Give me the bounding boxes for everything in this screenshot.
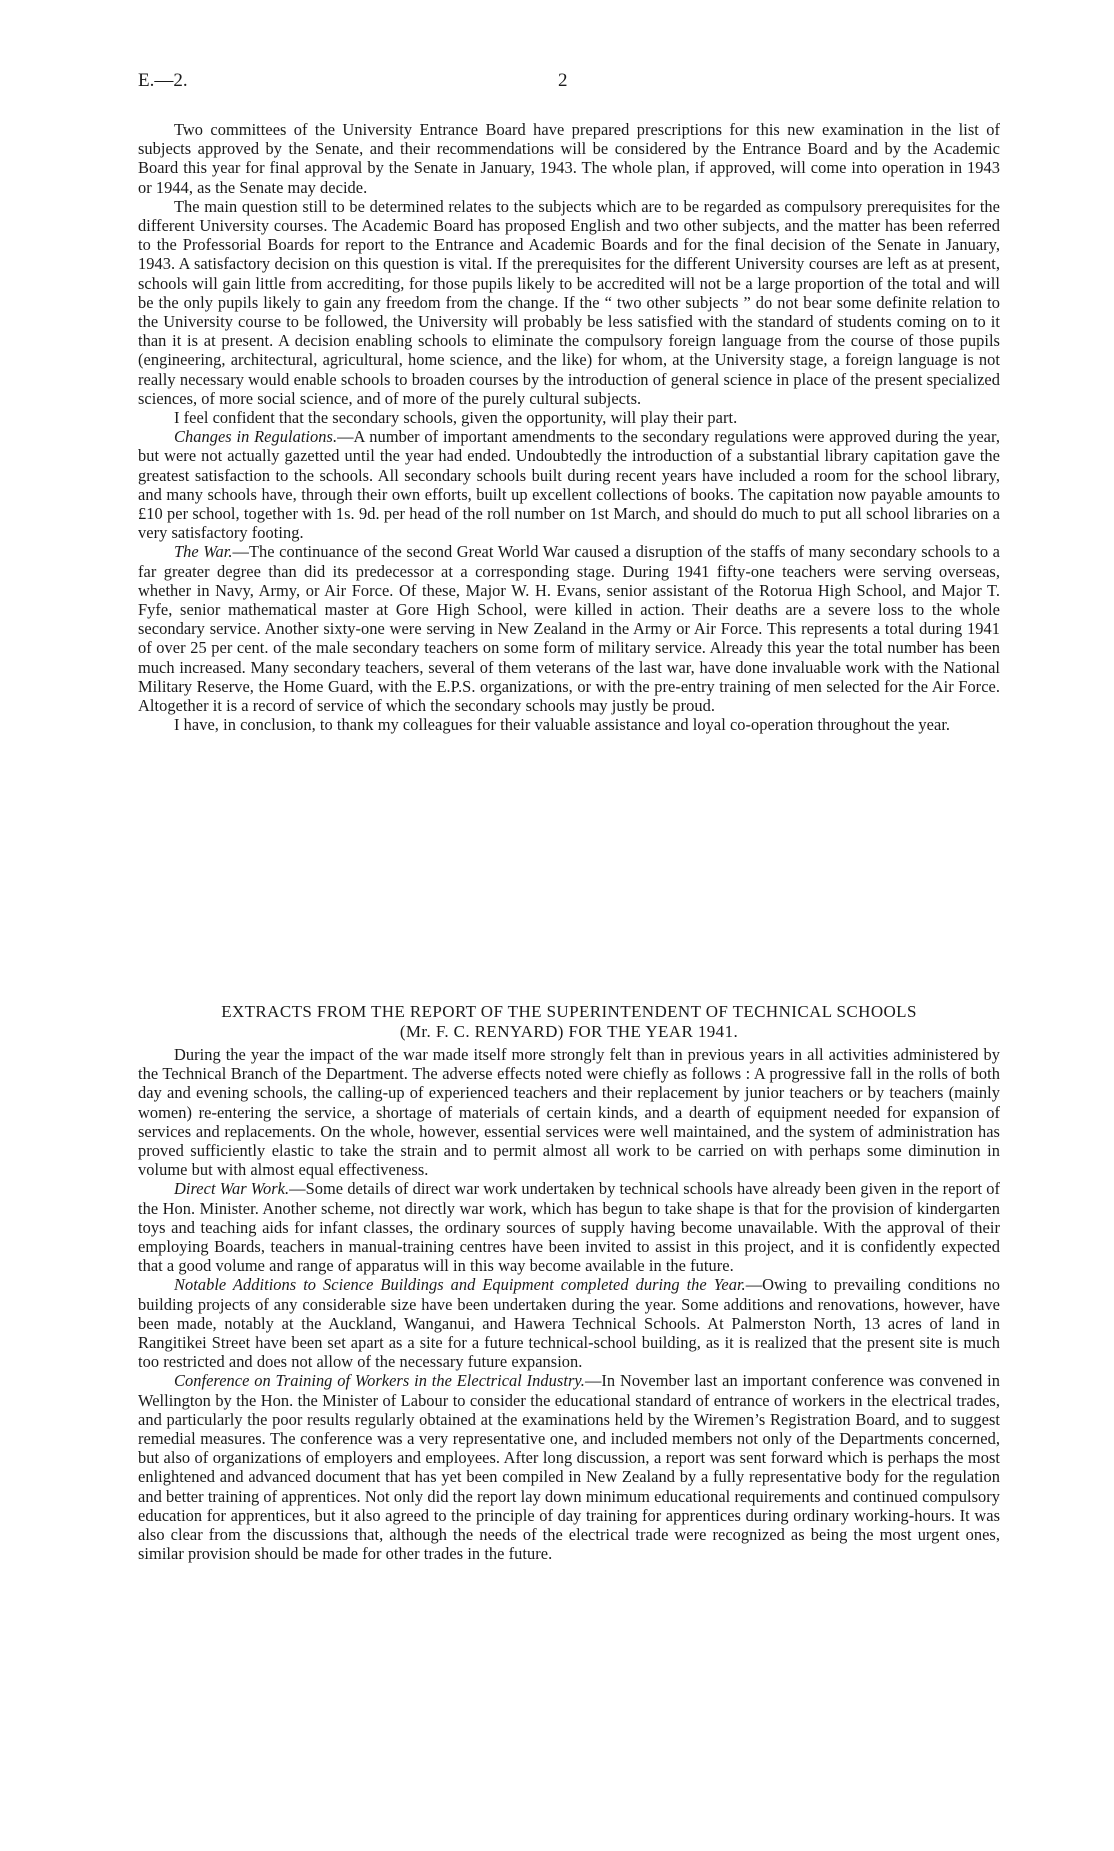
paragraph — [138, 408, 1000, 427]
section-heading-line-2: (Mr. F. C. RENYARD) FOR THE YEAR 1941. — [399, 1022, 739, 1041]
paragraph — [138, 120, 1000, 197]
paragraph — [138, 427, 1000, 542]
paragraph-text: Two committees of the University Entrance Board have prepared prescriptions for this new examination in the list of subjects approved by the Senate, and their recommendations will be considered by the Entrance Board and by the Academic Board this year for final approval by the Senate in January, 1943. The whole plan, if approved, will come into operation in 1943 or 1944, as the Senate may decide. — [138, 120, 1000, 197]
paragraph — [138, 197, 1000, 408]
paragraph-lead: Conference on Training of Workers in the Electrical Industry. — [174, 1371, 585, 1391]
paragraph — [138, 715, 1000, 734]
paragraph — [138, 1045, 1000, 1179]
section-secondary-schools — [138, 120, 1000, 735]
paragraph-text: —In November last an important conference was convened in Wellington by the Hon. the Minister of Labour to consider the educational standard of entrance of workers in the electrical trades, and particularly the poor results regularly obtained at the examinations held by the Wiremen’s Registration Board, and to suggest remedial measures. The conference was a very representative one, and included members not only of the Departments concerned, but also of organizations of employers and employees. After long discussion, a report was sent forward which is perhaps the most enlightened and advanced document that has yet been compiled in New Zealand by a fully representative body for the regulation and better training of apprentices. Not only did the report lay down minimum educational requirements and continued compulsory education for apprentices, but it also agreed to the principle of day training for apprentices during ordinary working-hours. It was also clear from the discussions that, although the needs of the electrical trade were recognized as being the most urgent ones, similar provision should be made for other trades in the future. — [138, 1371, 1000, 1564]
paragraph — [138, 1371, 1000, 1563]
paragraph-lead: Changes in Regulations. — [174, 427, 338, 447]
section-technical-schools — [138, 1045, 1000, 1563]
paragraph-lead: Notable Additions to Science Buildings and Equipment completed during the Year. — [174, 1275, 746, 1295]
paragraph-text: During the year the impact of the war made itself more strongly felt than in previous years in all activities administered by the Technical Branch of the Department. The adverse effects noted were chiefly as follows : A progressive fall in the rolls of both day and evening schools, the calling-up of experienced teachers and their replacement by junior teachers or by teachers (mainly women) re-entering the service, a shortage of materials of certain kinds, and a dearth of equipment needed for expansion of services and replacements. On the whole, however, essential services were well maintained, and the system of administration has proved sufficiently elastic to take the strain and to permit almost all work to be carried on with perhaps some diminution in volume but with almost equal effectiveness. — [138, 1045, 1000, 1180]
paragraph — [138, 1179, 1000, 1275]
paragraph-text: —The continuance of the second Great World War caused a disruption of the staffs of many secondary schools to a far greater degree than did its predecessor at a corresponding stage. During 1941 fifty-one teachers were serving overseas, whether in Navy, Army, or Air Force. Of these, Major W. H. Evans, senior assistant of the Rotorua High School, and Major T. Fyfe, senior mathematical master at Gore High School, were killed in action. Their deaths are a severe loss to the whole secondary service. Another sixty-one were serving in New Zealand in the Army or Air Force. This represents a total during 1941 of over 25 per cent. of the male secondary teachers on some form of military service. Already this year the total number has been much increased. Many secondary teachers, several of them veterans of the last war, have done invaluable work with the National Military Reserve, the Home Guard, with the E.P.S. organizations, or with the pre-entry training of men selected for the Air Force. Altogether it is a record of service of which the secondary schools may justly be proud. — [138, 542, 1000, 716]
paragraph-text: —A number of important amendments to the secondary regulations were approved during the year, but were not actually gazetted until the year had ended. Undoubtedly the introduction of a substantial library capitation gave the greatest satisfaction to the schools. All secondary schools built during recent years have included a room for the school library, and many schools have, through their own efforts, built up excellent collections of books. The capitation now payable amounts to £10 per school, together with 1s. 9d. per head of the roll number on 1st March, and should do much to put all school libraries on a very satisfactory footing. — [138, 427, 1000, 543]
paragraph — [138, 542, 1000, 715]
paragraph-text: I feel confident that the secondary schools, given the opportunity, will play their part. — [174, 408, 738, 428]
section-heading — [138, 1002, 1000, 1042]
section-heading-line-1: EXTRACTS FROM THE REPORT OF THE SUPERINTENDENT OF TECHNICAL SCHOOLS — [221, 1002, 917, 1021]
paragraph — [138, 1275, 1000, 1371]
paragraph-text: The main question still to be determined relates to the subjects which are to be regarded as compulsory prerequisites for the different University courses. The Academic Board has proposed English and two other subjects, and the matter has been referred to the Professorial Boards for report to the Entrance and Academic Boards and for the final decision of the Senate in January, 1943. A satisfactory decision on this question is vital. If the prerequisites for the different University courses are left as at present, schools will gain little from accrediting, for those pupils likely to be accredited will not be a large proportion of the total and will be the only pupils likely to gain any freedom from the change. If the “ two other subjects ” do not bear some definite relation to the University course to be followed, the University will probably be less satisfied with the standard of students coming on to it than it is at present. A decision enabling schools to eliminate the compulsory foreign language from the course of those pupils (engineering, architectural, agricultural, home science, and the like) for whom, at the University stage, a foreign language is not really necessary would enable schools to broaden courses by the introduction of general science in place of the present specialized sciences, of more social science, and of more of the purely cultural subjects. — [138, 196, 1000, 408]
document-reference: E.—2. — [138, 70, 188, 91]
paragraph-lead: Direct War Work. — [174, 1179, 290, 1199]
paragraph-lead: The War. — [174, 542, 233, 562]
paragraph-text: —Owing to prevailing conditions no building projects of any considerable size have been undertaken during the year. Some additions and renovations, however, have been made, notably at the Auckland, Wanganui, and Hawera Technical Schools. At Palmerston North, 13 acres of land in Rangitikei Street have been set apart as a site for a future technical-school building, as it is realized that the present site is much too restricted and does not allow of the necessary future expansion. — [138, 1275, 1000, 1372]
page-header — [138, 70, 1000, 96]
paragraph-text: I have, in conclusion, to thank my colleagues for their valuable assistance and loyal co-operation throughout the year. — [174, 715, 951, 735]
paragraph-text: —Some details of direct war work undertaken by technical schools have already been given in the report of the Hon. Minister. Another scheme, not directly war work, which has begun to take shape is that for the provision of kindergarten toys and teaching aids for infant classes, the ordinary sources of supply having become unavailable. With the approval of their employing Boards, teachers in manual-training centres have been invited to assist in this project, and it is confidently expected that a good volume and range of apparatus will in this way become available in the future. — [138, 1179, 1000, 1276]
page-number: 2 — [558, 70, 568, 91]
